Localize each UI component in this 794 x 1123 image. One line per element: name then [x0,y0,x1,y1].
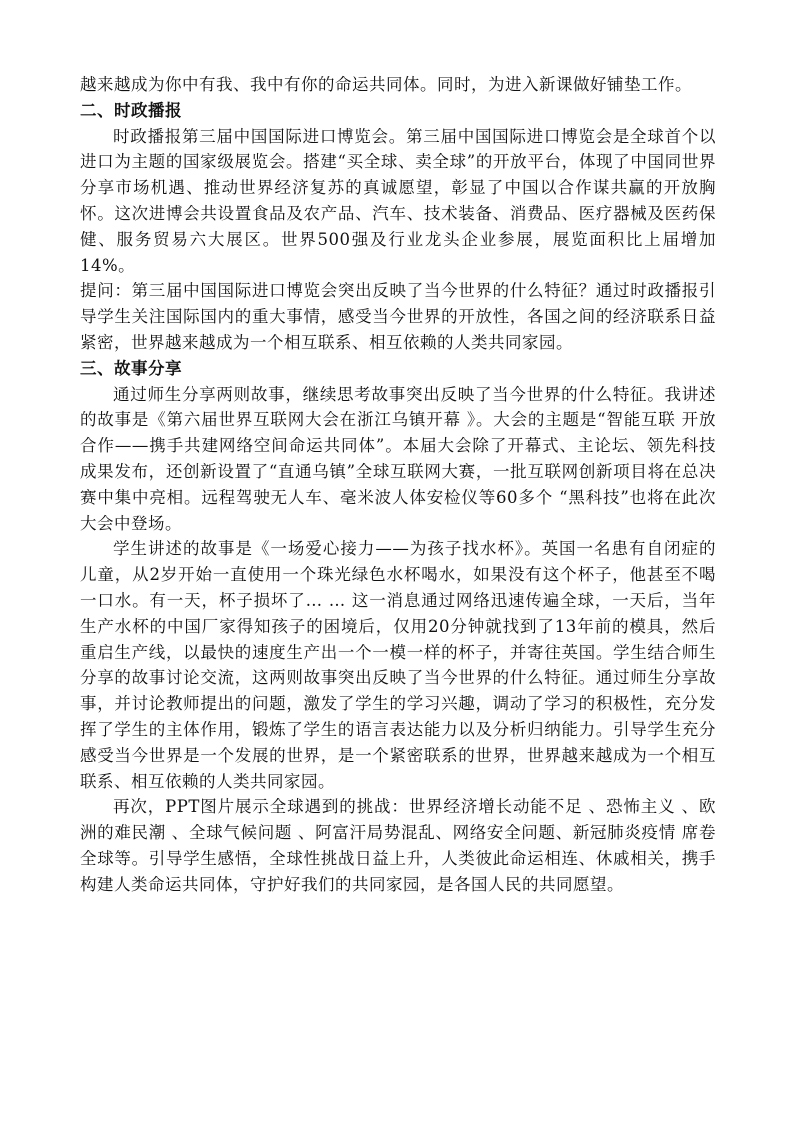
story-paragraph-teacher: 通过师生分享两则故事，继续思考故事突出反映了当今世界的什么特征。我讲述的故事是《第六届世界互联网大会在浙江乌镇开幕 》。大会的主题是“智能互联 开放合作——携手共建网络空间命运共同体”。本届大会除了开幕式、主论坛、领先科技成果发布，还创新设置了“直通乌镇”全球互联网大赛，一批互联网创新项目将在总决赛中集中亮相。远程驾驶无人车、毫米波人体安检仪等60多个 “黑科技”也将在此次大会中登场。 [80,384,716,533]
story-paragraph-student: 学生讲述的故事是《一场爱心接力——为孩子找水杯》。英国一名患有自闭症的儿童，从2岁开始一直使用一个珠光绿色水杯喝水，如果没有这个杯子，他甚至不喝一口水。有一天，杯子损坏了… … 这一消息通过网络迅速传遍全球，一天后，当年生产水杯的中国厂家得知孩子的困境后，仅用20分钟就找到了13年前的模具，然后重启生产线，以最快的速度生产出一个一模一样的杯子，并寄往英国。学生结合师生分享的故事讨论交流，这两则故事突出反映了当今世界的什么特征。通过师生分享故事，并讨论教师提出的问题，激发了学生的学习兴趣，调动了学习的积极性，充分发挥了学生的主体作用，锻炼了学生的语言表达能力以及分析归纳能力。引导学生充分感受当今世界是一个发展的世界，是一个紧密联系的世界，世界越来越成为一个相互联系、相互依赖的人类共同家园。 [80,539,716,791]
section-heading-story: 三、故事分享 [80,358,182,378]
challenge-paragraph: 再次，PPT图片展示全球遇到的挑战：世界经济增长动能不足 、恐怖主义 、欧洲的难民潮 、全球气候问题 、阿富汗局势混乱、网络安全问题、新冠肺炎疫情 席卷全球等。引导学生感悟，全球性挑战日益上升，人类彼此命运相连、休戚相关，携手构建人类命运共同体，守护好我们的共同家园，是各国人民的共同愿望。 [80,797,716,894]
intro-paragraph: 越来越成为你中有我、我中有你的命运共同体。同时，为进入新课做好铺垫工作。 [80,75,692,94]
news-paragraph: 时政播报第三届中国国际进口博览会。第三届中国国际进口博览会是全球首个以进口为主题的国家级展览会。搭建“买全球、卖全球”的开放平台，体现了中国同世界分享市场机遇、推动世界经济复苏的真诚愿望，彰显了中国以合作谋共赢的开放胸怀。这次进博会共设置食品及农产品、汽车、技术装备、消费品、医疗器械及医药保健、服务贸易六大展区。世界500强及行业龙头企业参展，展览面积比上届增加14%。 [80,126,716,275]
section-heading-news: 二、时政播报 [80,100,182,120]
document-page [80,72,716,898]
question-paragraph: 提问：第三届中国国际进口博览会突出反映了当今世界的什么特征？通过时政播报引导学生关注国际国内的重大事情，感受当今世界的开放性，各国之间的经济联系日益紧密，世界越来越成为一个相互联系、相互依赖的人类共同家园。 [80,281,716,352]
